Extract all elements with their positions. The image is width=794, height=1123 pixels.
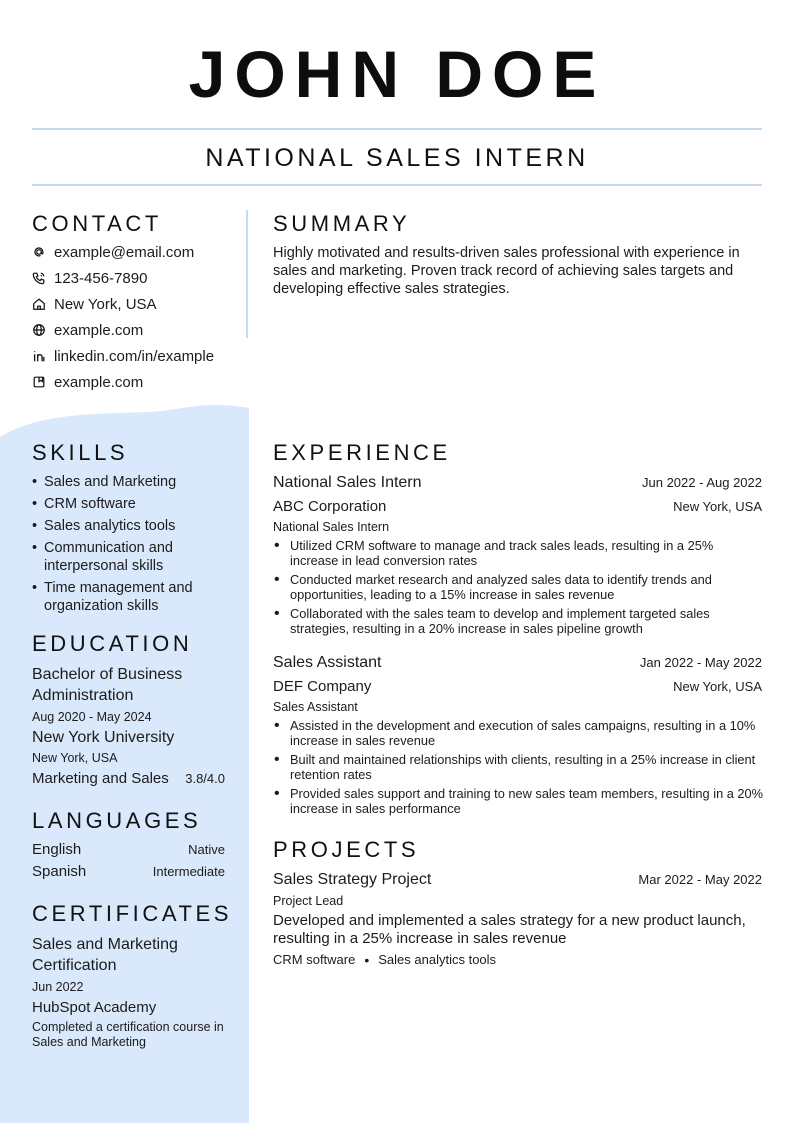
job-dates: Jun 2022 - Aug 2022: [642, 475, 762, 490]
education-field: Marketing and Sales: [32, 770, 169, 787]
job-bullet: • Utilized CRM software to manage and track sales leads, resulting in a 25% increase in lead conversion rates: [273, 538, 765, 568]
project-role: Project Lead: [273, 894, 344, 908]
project-tool: Sales analytics tools: [378, 952, 497, 967]
languages-heading: LANGUAGES: [32, 808, 202, 833]
contact-email-text: example@email.com: [54, 243, 195, 261]
contact-location: [32, 294, 157, 314]
contact-email[interactable]: [32, 242, 194, 262]
job-bullet: • Collaborated with the sales team to develop and implement targeted sales strategies, resulting in a 20% increase in sales pipeline growth: [273, 606, 765, 636]
contact-phone-text: 123-456-7890: [54, 269, 148, 287]
education-gpa: 3.8/4.0: [185, 771, 225, 786]
certificate-title: Sales and Marketing Certification: [32, 936, 178, 974]
linkedin-icon: [32, 349, 46, 363]
job-bullet: • Conducted market research and analyzed sales data to identify trends and opportunities, leading to a 15% increase in sales revenue: [273, 572, 765, 602]
contact-location-text: New York, USA: [54, 295, 157, 313]
column-divider: [246, 210, 248, 338]
project-title: Sales Strategy Project: [273, 871, 432, 888]
language-level: Native: [188, 842, 225, 857]
skill-item: • Sales and Marketing: [32, 473, 232, 491]
contact-website-text: example.com: [54, 321, 144, 339]
contact-phone[interactable]: [32, 268, 147, 288]
job-location: New York, USA: [673, 679, 762, 694]
at-icon: [32, 245, 46, 259]
language-level: Intermediate: [152, 864, 225, 879]
contact-linkedin[interactable]: [32, 346, 214, 366]
skill-item: • Sales analytics tools: [32, 517, 232, 535]
job-location: New York, USA: [673, 499, 762, 514]
education-degree: Bachelor of Business Administration: [32, 666, 183, 704]
resume-name: JOHN DOE: [188, 37, 606, 111]
header-divider-top: [32, 128, 762, 130]
project-tool: CRM software: [273, 952, 356, 967]
job-role: National Sales Intern: [273, 520, 390, 534]
job-company: DEF Company: [273, 678, 372, 695]
summary-text: Highly motivated and results-driven sales professional with experience in sales and marketing. Proven track record of achieving sales targets and developing effective sales strategies.: [273, 245, 740, 297]
job-title: Sales Assistant: [273, 654, 382, 671]
education-heading: EDUCATION: [32, 631, 193, 656]
skill-item: • CRM software: [32, 495, 232, 513]
phone-icon: [32, 271, 46, 285]
certificate-description: Completed a certification course in Sales and Marketing: [32, 1020, 224, 1049]
education-location: New York, USA: [32, 751, 118, 765]
resume-role: NATIONAL SALES INTERN: [205, 144, 589, 172]
skill-item: • Time management and organization skills: [32, 579, 217, 615]
project-description: Developed and implemented a sales strategy for a new product launch, resulting in a 25% increase in sales revenue: [273, 912, 746, 947]
contact-website[interactable]: [32, 320, 143, 340]
contact-portfolio-text: example.com: [54, 373, 144, 391]
certificate-date: Jun 2022: [32, 980, 84, 994]
skills-heading: SKILLS: [32, 440, 129, 465]
education-dates: Aug 2020 - May 2024: [32, 710, 152, 724]
project-dates: Mar 2022 - May 2022: [638, 872, 762, 887]
separator-dot: •: [364, 952, 370, 968]
contact-heading: CONTACT: [32, 211, 162, 236]
experience-heading: EXPERIENCE: [273, 440, 451, 465]
skill-item: • Communication and interpersonal skills: [32, 539, 207, 575]
contact-portfolio[interactable]: [32, 372, 143, 392]
portfolio-icon: [32, 375, 46, 389]
job-bullet: • Assisted in the development and execution of sales campaigns, resulting in a 10% increase in sales revenue: [273, 718, 765, 748]
header-divider-bottom: [32, 184, 762, 186]
project-tools: [273, 952, 496, 968]
job-company: ABC Corporation: [273, 498, 387, 515]
language-name: English: [32, 841, 82, 858]
job-bullet: • Built and maintained relationships with clients, resulting in a 25% increase in client retention rates: [273, 752, 765, 782]
contact-linkedin-text: linkedin.com/in/example: [54, 347, 215, 365]
language-name: Spanish: [32, 863, 87, 880]
job-role: Sales Assistant: [273, 700, 358, 714]
education-school: New York University: [32, 729, 175, 746]
globe-icon: [32, 323, 46, 337]
projects-heading: PROJECTS: [273, 837, 420, 862]
summary-heading: SUMMARY: [273, 211, 411, 236]
job-title: National Sales Intern: [273, 474, 422, 491]
certificates-heading: CERTIFICATES: [32, 901, 233, 926]
home-icon: [32, 297, 46, 311]
job-dates: Jan 2022 - May 2022: [639, 655, 762, 670]
job-bullet: • Provided sales support and training to new sales team members, resulting in a 20% increase in sales performance: [273, 786, 765, 816]
certificate-issuer: HubSpot Academy: [32, 999, 157, 1016]
